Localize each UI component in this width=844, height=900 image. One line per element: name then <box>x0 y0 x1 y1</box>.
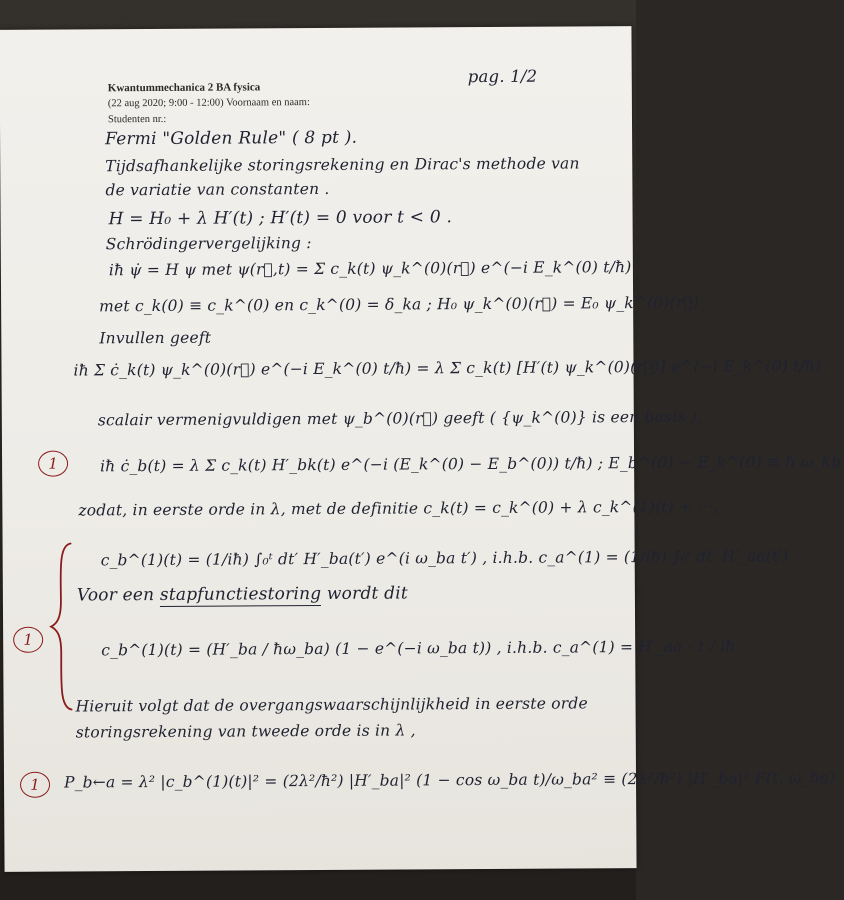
text-line: Tijdsafhankelijke storingsrekening en Dirac's methode van <box>105 154 580 176</box>
text-line: Schrödingervergelijking : <box>105 234 312 254</box>
first-order-integral-equation: c_b^(1)(t) = (1/iħ) ∫₀ᵗ dt′ H′_ba(t′) e^(i ω_ba t′) , i.h.b. c_a^(1) = (1/iħ) ∫₀ᵗ dt′ H′_aa(t′) <box>100 547 789 570</box>
initial-condition-equation: met c_k(0) ≡ c_k^(0) en c_k^(0) = δ_ka ; H₀ ψ_k^(0)(r⃗) = E₀ ψ_k^(0)(r⃗) <box>99 293 700 316</box>
page-number: pag. 1/2 <box>467 66 538 87</box>
substituted-equation: iħ Σ ċ_k(t) ψ_k^(0)(r⃗) e^(−i E_k^(0) t/ħ) = λ Σ c_k(t) [H′(t) ψ_k^(0)(r⃗)] e^(−i E_k^(0) t/ħ) <box>73 356 822 380</box>
grading-point-mark: 1 <box>20 772 50 798</box>
grading-point-mark: 1 <box>38 451 68 477</box>
student-number-line: Studenten nr.: <box>107 113 167 126</box>
schrodinger-equation: iħ ψ̇ = H ψ met ψ(r⃗,t) = Σ c_k(t) ψ_k^(0)(r⃗) e^(−i E_k^(0) t/ħ) <box>108 258 632 280</box>
coefficient-equation: iħ ċ_b(t) = λ Σ c_k(t) H′_bk(t) e^(−i (E_k^(0) − E_b^(0)) t/ħ) ; E_b^(0) − E_k^(0) ≡ ħ ω_kb <box>100 452 842 476</box>
grading-brace-icon <box>49 541 76 711</box>
exam-sheet <box>0 26 842 872</box>
text-line: Hieruit volgt dat de overgangswaarschijnlijkheid in eerste orde <box>75 694 588 716</box>
question-heading: Fermi "Golden Rule" ( 8 pt ). <box>105 127 358 150</box>
text-line: Invullen geeft <box>99 328 212 348</box>
text-line: zodat, in eerste orde in λ, met de definitie c_k(t) = c_k^(0) + λ c_k^(1)(t) + ···, <box>78 497 719 520</box>
text-segment: wordt dit <box>321 583 408 604</box>
hamiltonian-equation: H = H₀ + λ H′(t) ; H′(t) = 0 voor t < 0 . <box>108 207 453 230</box>
transition-probability-equation: P_b←a = λ² |c_b^(1)(t)|² = (2λ²/ħ²) |H′_ba|² (1 − cos ω_ba t)/ω_ba² ≡ (2λ²/ħ²) |H′_ba|² F(t, ω_ba) <box>63 768 836 792</box>
underlined-term: stapfunctiestoring <box>159 583 322 605</box>
text-line: storingsrekening van tweede orde is in λ , <box>75 721 416 742</box>
exam-date-line: (22 aug 2020; 9:00 - 12:00) Voornaam en naam: <box>107 97 310 110</box>
exam-title: Kwantummechanica 2 BA fysica <box>107 81 261 95</box>
text-line: scalair vermenigvuldigen met ψ_b^(0)(r⃗) geeft ( {ψ_k^(0)} is een basis ), <box>97 407 703 430</box>
text-segment: Voor een <box>76 584 160 606</box>
grading-point-mark: 1 <box>13 627 43 653</box>
text-line <box>77 583 408 605</box>
step-function-equation: c_b^(1)(t) = (H′_ba / ħω_ba) (1 − e^(−i ω_ba t)) , i.h.b. c_a^(1) = H′_aa · t / iħ <box>101 637 736 660</box>
text-line: de variatie van constanten . <box>105 179 330 200</box>
